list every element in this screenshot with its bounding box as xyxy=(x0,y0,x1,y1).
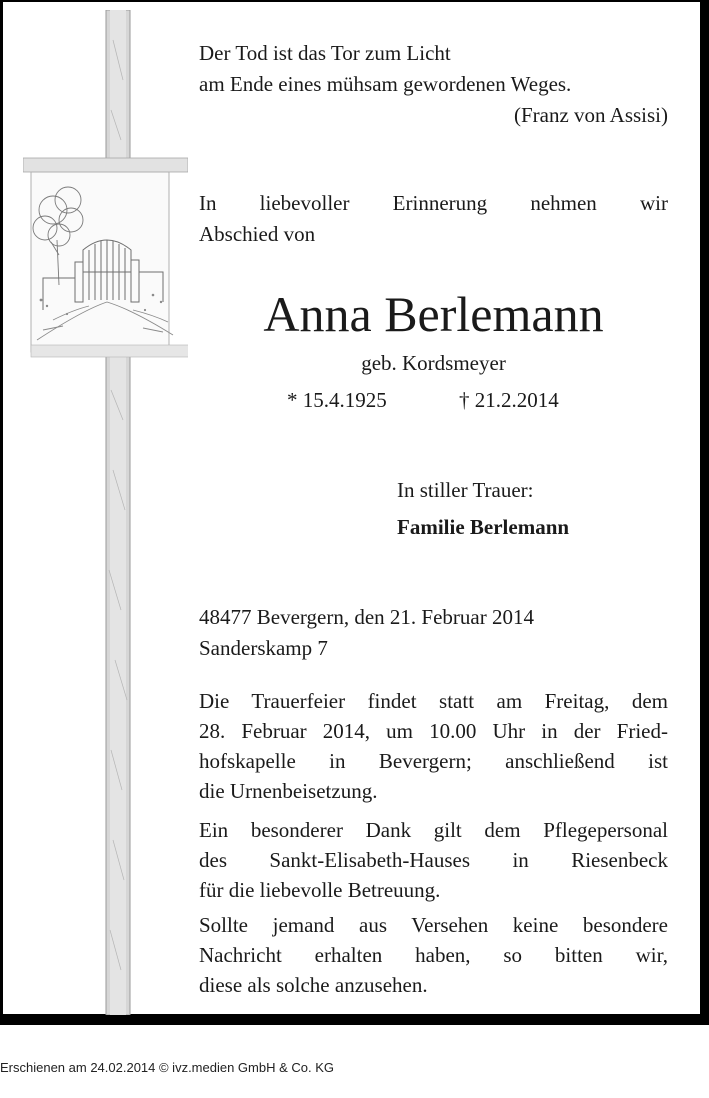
paragraph-3-line: diese als solche anzusehen. xyxy=(199,973,428,997)
paragraph-3-line: Sollte jemand aus Versehen keine besondere xyxy=(199,913,668,937)
quote-line-1: Der Tod ist das Tor zum Licht xyxy=(199,41,451,65)
publication-footer: Erschienen am 24.02.2014 © ivz.medien GmbH & Co. KG xyxy=(0,1060,335,1075)
deceased-name: Anna Berlemann xyxy=(263,286,604,342)
address-line-1: 48477 Bevergern, den 21. Februar 2014 xyxy=(199,605,534,629)
paragraph-1-line: 28. Februar 2014, um 10.00 Uhr in der Fried- xyxy=(199,719,668,743)
mourners-label: In stiller Trauer: xyxy=(397,478,534,502)
intro-line-1: In liebevoller Erinnerung nehmen wir xyxy=(199,191,668,215)
birth-date: * 15.4.1925 xyxy=(287,388,387,412)
paragraph-2-line: des Sankt-Elisabeth-Hauses in Riesenbeck xyxy=(199,848,668,872)
address-line-2: Sanderskamp 7 xyxy=(199,636,328,660)
quote-author: (Franz von Assisi) xyxy=(514,103,668,127)
intro-line-2: Abschied von xyxy=(199,222,316,246)
cross-garden-illustration xyxy=(23,10,188,1015)
paragraph-1-line: hofskapelle in Bevergern; anschließend ist xyxy=(199,749,668,773)
quote-line-2: am Ende eines mühsam gewordenen Weges. xyxy=(199,72,572,96)
paragraph-2-line: für die liebevolle Betreuung. xyxy=(199,878,441,902)
maiden-name: geb. Kordsmeyer xyxy=(361,351,506,375)
paragraph-3-line: Nachricht erhalten haben, so bitten wir, xyxy=(199,943,668,967)
paragraph-1-line: die Urnenbeisetzung. xyxy=(199,779,378,803)
death-date: † 21.2.2014 xyxy=(459,388,559,412)
paragraph-1-line: Die Trauerfeier findet statt am Freitag, dem xyxy=(199,689,668,713)
mourners-family: Familie Berlemann xyxy=(397,515,570,539)
paragraph-2-line: Ein besonderer Dank gilt dem Pflegepersonal xyxy=(199,818,668,842)
